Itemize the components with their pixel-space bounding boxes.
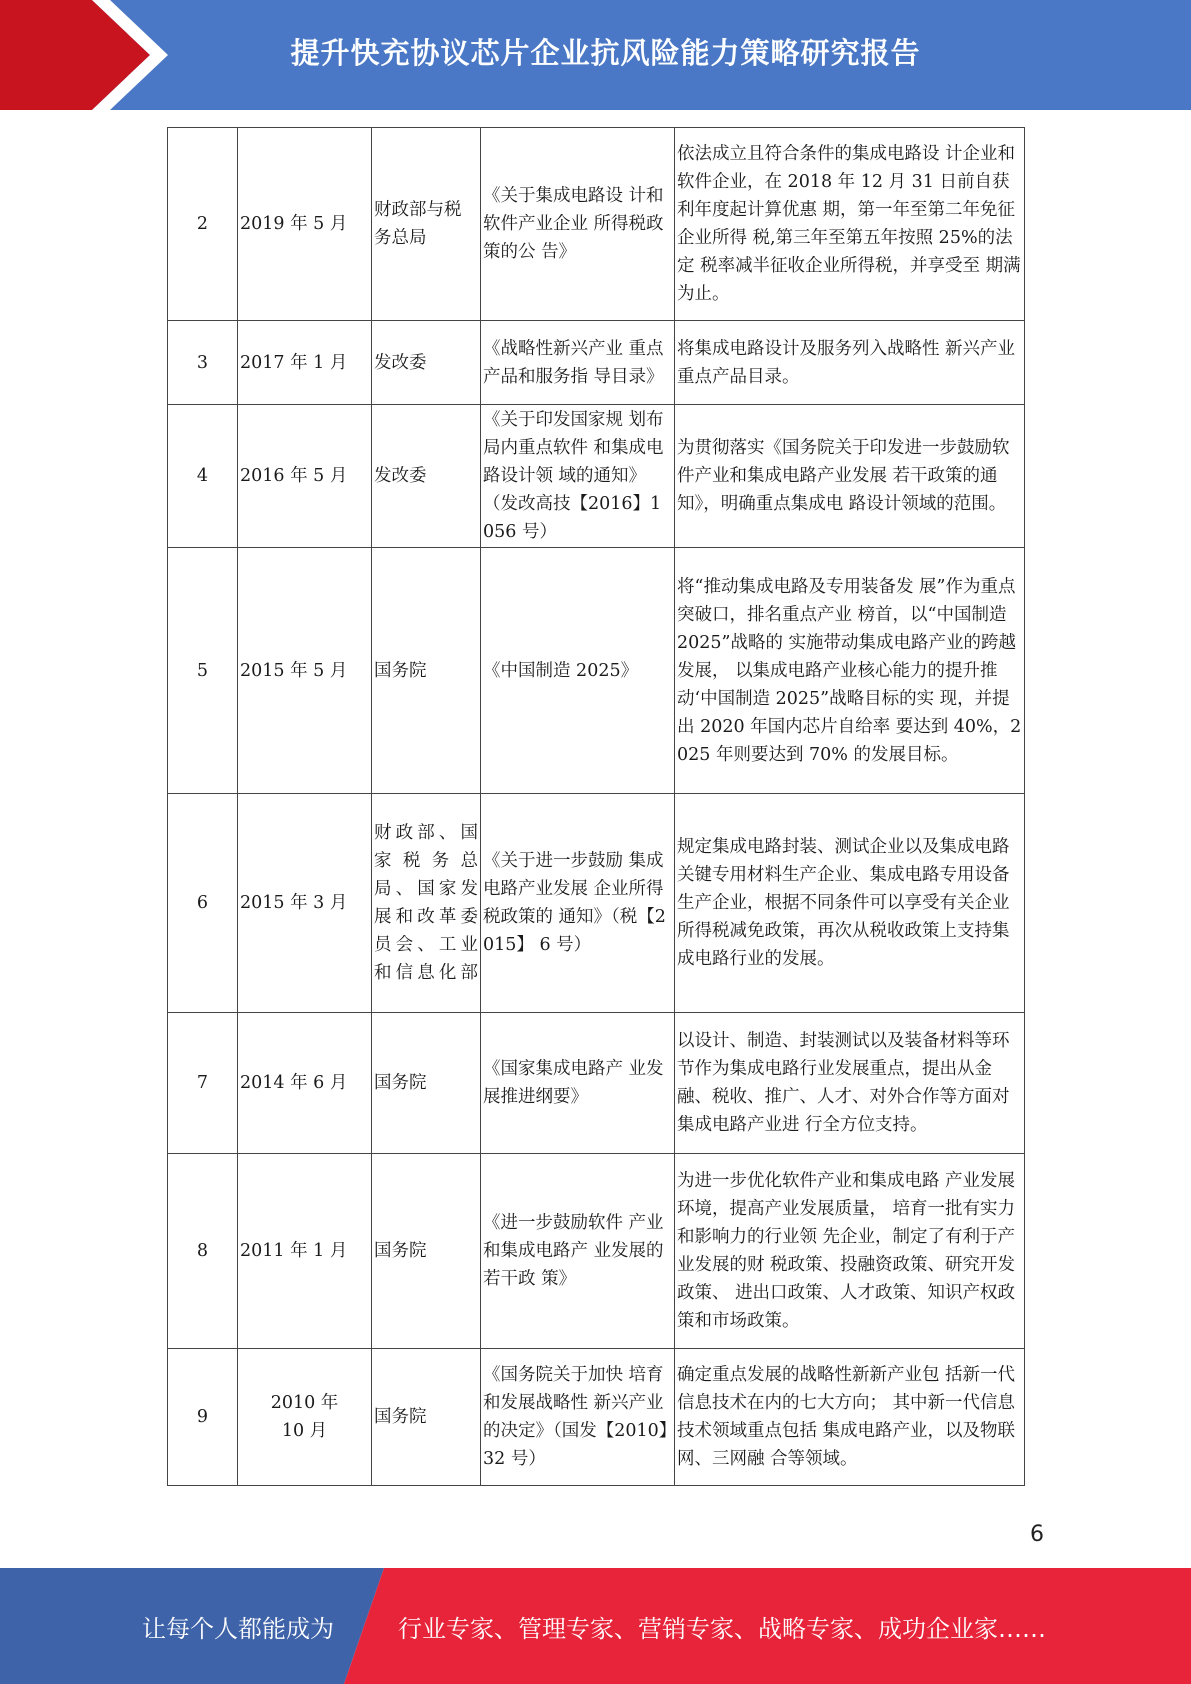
row-date [238,1349,372,1486]
table-row [168,548,1025,794]
row-document: 《战略性新兴产业 重点产品和服务指 导目录》 [481,321,675,405]
row-number: 4 [168,405,238,548]
row-number: 8 [168,1154,238,1349]
row-content: 确定重点发展的战略性新新产业包 括新一代信息技术在内的七大方向； 其中新一代信息技术领域重点包括 集成电路产业，以及物联网、三网融 合等领域。 [675,1349,1025,1486]
row-date: 2016 年 5 月 [238,405,372,548]
row-number: 6 [168,794,238,1013]
row-number: 2 [168,128,238,321]
row-number: 9 [168,1349,238,1486]
page-number: 6 [1030,1522,1044,1547]
table-row [168,128,1025,321]
report-title: 提升快充协议芯片企业抗风险能力策略研究报告 [290,35,921,70]
row-document: 《国务院关于加快 培育和发展战略性 新兴产业的决定》（国发【2010】32 号） [481,1349,675,1486]
footer-banner [0,1568,1191,1684]
row-document: 《国家集成电路产 业发展推进纲要》 [481,1013,675,1154]
row-content: 为贯彻落实《国务院关于印发进一步鼓励软件产业和集成电路产业发展 若干政策的通知》，明确重点集成电 路设计领域的范围。 [675,405,1025,548]
row-content: 将“推动集成电路及专用装备发 展”作为重点突破口，排名重点产业 榜首，以“中国制造 2025”战略的 实施带动集成电路产业的跨越发展， 以集成电路产业核心能力的提升推 动‘中国制造 2025”战略目标的实 现，并提出 2020 年国内芯片自给率 要达到 40%，2025 年则要达到 70% 的发展目标。 [675,548,1025,794]
row-number: 5 [168,548,238,794]
policy-table [167,127,1025,1486]
row-date: 2011 年 1 月 [238,1154,372,1349]
footer-slogan-left: 让每个人都能成为 [142,1614,334,1643]
table-row [168,1154,1025,1349]
table-row [168,321,1025,405]
row-content: 规定集成电路封装、测试企业以及集成电路关键专用材料生产企业、集成电路专用设备生产企业，根据不同条件可以享受有关企业所得税减免政策，再次从税收政策上支持集成电路行业的发展。 [675,794,1025,1013]
row-document: 《关于印发国家规 划布局内重点软件 和集成电路设计领 域的通知》（发改高技【2016】1056 号） [481,405,675,548]
row-organization: 财政部、国家税务总局、国家发展和改革委员会、工业和信息化部 [372,794,481,1013]
row-date: 2017 年 1 月 [238,321,372,405]
row-organization: 国务院 [372,548,481,794]
row-document: 《进一步鼓励软件 产业和集成电路产 业发展的若干政 策》 [481,1154,675,1349]
row-organization: 国务院 [372,1154,481,1349]
row-document: 《中国制造 2025》 [481,548,675,794]
row-date: 2015 年 5 月 [238,548,372,794]
row-organization: 发改委 [372,321,481,405]
row-content: 将集成电路设计及服务列入战略性 新兴产业重点产品目录。 [675,321,1025,405]
footer-slogan-right: 行业专家、管理专家、营销专家、战略专家、成功企业家…… [398,1614,1046,1643]
row-content: 为进一步优化软件产业和集成电路 产业发展环境，提高产业发展质量， 培育一批有实力和影响力的行业领 先企业，制定了有利于产业发展的财 税政策、投融资政策、研究开发政策、 进出口政策、人才政策、知识产权政 策和市场政策。 [675,1154,1025,1349]
row-content: 以设计、制造、封装测试以及装备材料等环节作为集成电路行业发展重点，提出从金融、税收、推广、人才、对外合作等方面对集成电路产业进 行全方位支持。 [675,1013,1025,1154]
header-banner [0,0,1191,110]
row-number: 3 [168,321,238,405]
row-date: 2014 年 6 月 [238,1013,372,1154]
row-date-month: 10 月 [281,1421,328,1441]
row-document: 《关于集成电路设 计和软件产业企业 所得税政策的公 告》 [481,128,675,321]
table-row [168,794,1025,1013]
row-organization: 国务院 [372,1349,481,1486]
row-content: 依法成立且符合条件的集成电路设 计企业和软件企业，在 2018 年 12 月 31 日前自获利年度起计算优惠 期，第一年至第二年免征企业所得 税,第三年至第五年按照 25%的法定 税率减半征收企业所得税，并享受至 期满为止。 [675,128,1025,321]
row-document: 《关于进一步鼓励 集成电路产业发展 企业所得税政策的 通知》（税【2015】 6 号） [481,794,675,1013]
table-row [168,1349,1025,1486]
row-date: 2015 年 3 月 [238,794,372,1013]
table-row [168,1013,1025,1154]
row-organization: 发改委 [372,405,481,548]
row-number: 7 [168,1013,238,1154]
row-date-year: 2010 年 [270,1393,339,1413]
row-organization: 国务院 [372,1013,481,1154]
row-date: 2019 年 5 月 [238,128,372,321]
row-organization: 财政部与税务总局 [372,128,481,321]
table-row [168,405,1025,548]
